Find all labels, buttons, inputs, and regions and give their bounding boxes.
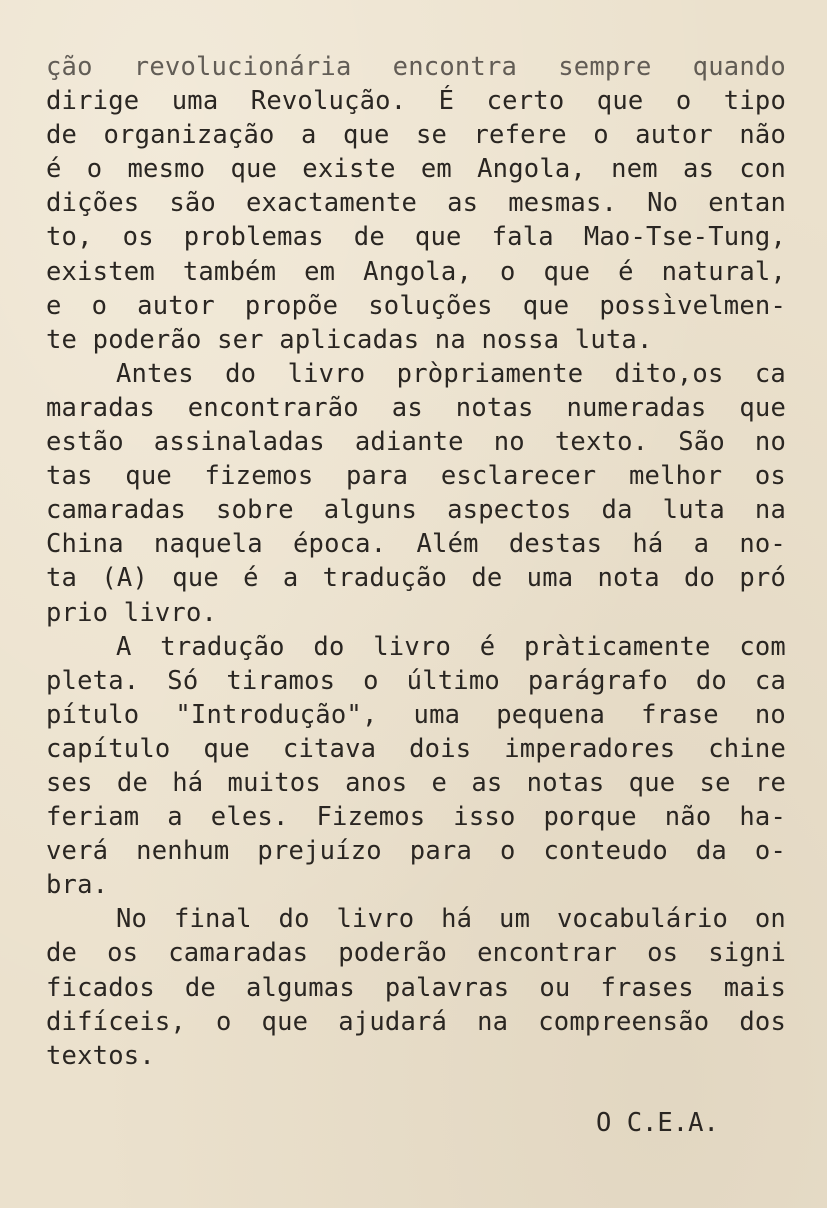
text-line: ses de há muitos anos e as notas que se re: [46, 767, 786, 798]
text-line: te poderão ser aplicadas na nossa luta.: [46, 324, 653, 355]
paragraph-start-line: No final do livro há um vocabulário on: [116, 904, 786, 935]
text-line: é o mesmo que existe em Angola, nem as con: [46, 154, 786, 185]
body-text: [46, 50, 786, 1073]
text-line: pítulo "Introdução", uma pequena frase no: [46, 699, 786, 730]
text-line: feriam a eles. Fizemos isso porque não ha-: [46, 802, 786, 833]
text-line: e o autor propõe soluções que possìvelmen-: [46, 290, 786, 321]
text-line: dirige uma Revolução. É certo que o tipo: [46, 86, 786, 117]
paragraph-start-line: Antes do livro pròpriamente dito,os ca: [116, 358, 786, 389]
text-line: capítulo que citava dois imperadores chine: [46, 733, 786, 764]
text-line: to, os problemas de que fala Mao-Tse-Tung,: [46, 222, 786, 253]
text-line: dições são exactamente as mesmas. No entan: [46, 188, 786, 219]
text-line: verá nenhum prejuízo para o conteudo da o-: [46, 836, 786, 867]
text-line: difíceis, o que ajudará na compreensão dos: [46, 1006, 786, 1037]
text-line: de os camaradas poderão encontrar os signi: [46, 938, 786, 969]
text-line: maradas encontrarão as notas numeradas que: [46, 392, 786, 423]
text-line: China naquela época. Além destas há a no-: [46, 529, 786, 560]
text-line: ficados de algumas palavras ou frases mais: [46, 972, 786, 1003]
text-line: estão assinaladas adiante no texto. São no: [46, 427, 786, 458]
text-line: ta (A) que é a tradução de uma nota do pró: [46, 563, 786, 594]
text-line: camaradas sobre alguns aspectos da luta na: [46, 495, 786, 526]
text-line: bra.: [46, 870, 109, 901]
text-line: tas que fizemos para esclarecer melhor os: [46, 461, 786, 492]
paragraph-start-line: A tradução do livro é pràticamente com: [116, 631, 786, 662]
text-line: existem também em Angola, o que é natural,: [46, 256, 786, 287]
text-line: ção revolucionária encontra sempre quando: [46, 52, 786, 82]
text-line: de organização a que se refere o autor não: [46, 120, 786, 151]
text-line: pleta. Só tiramos o último parágrafo do ca: [46, 665, 786, 696]
text-line: textos.: [46, 1040, 155, 1071]
signature: O C.E.A.: [596, 1108, 719, 1138]
text-line: prio livro.: [46, 597, 218, 628]
